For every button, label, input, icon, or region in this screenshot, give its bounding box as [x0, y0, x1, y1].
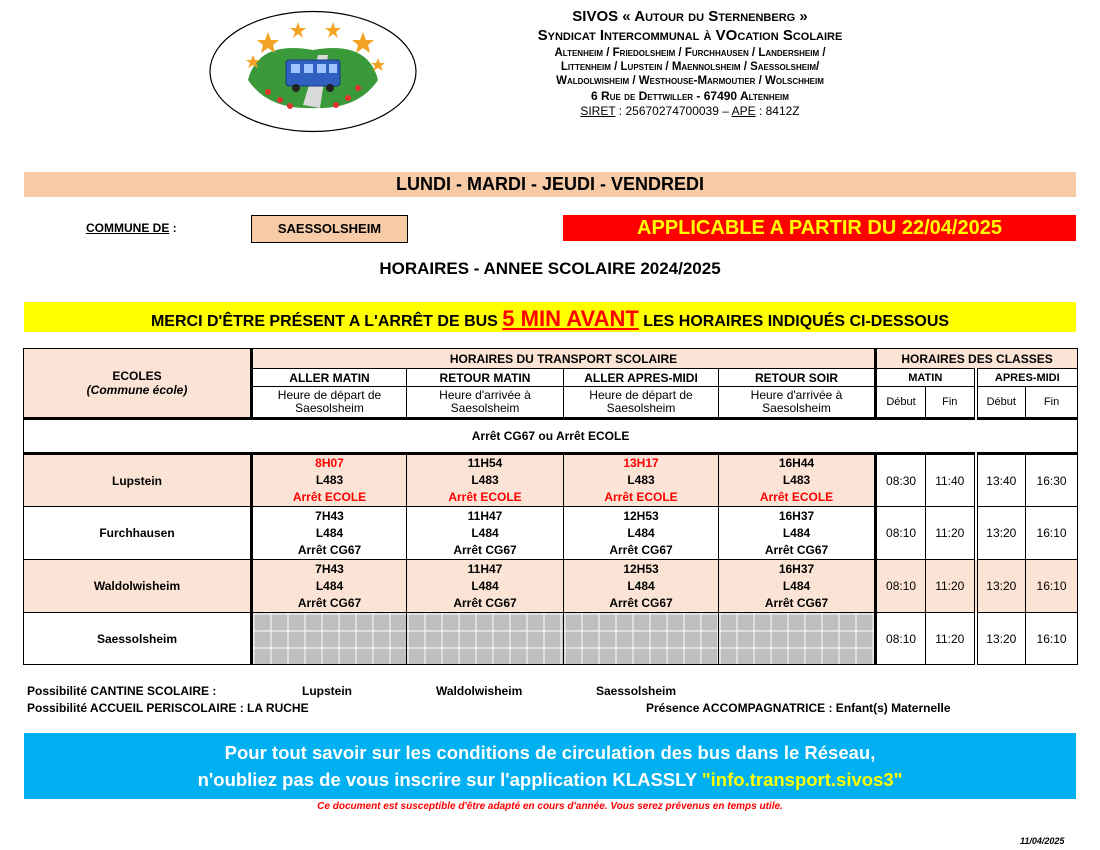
no-service-cell: [252, 613, 407, 665]
klassly-channel: "info.transport.sivos3": [701, 769, 903, 790]
col-matin-debut: Début: [876, 387, 926, 419]
class-time: 16:10: [1026, 560, 1078, 613]
class-time: 08:10: [876, 560, 926, 613]
school-name: Waldolwisheim: [24, 560, 252, 613]
trip-time: 11H54: [467, 456, 503, 470]
class-time: 11:40: [926, 454, 976, 507]
trip-line: L484: [782, 525, 811, 540]
ecoles-sublabel: (Commune école): [86, 383, 188, 397]
col-apresmidi: APRES-MIDI: [976, 369, 1078, 387]
table-row: [24, 454, 1078, 507]
ape-label: APE: [731, 103, 756, 118]
col-apresmidi-fin: Fin: [1026, 387, 1078, 419]
org-registration: [440, 104, 940, 119]
info-line-2-text: n'oubliez pas de vous inscrire sur l'application KLASSLY: [197, 769, 702, 790]
trip-cell: [564, 454, 719, 507]
transport-header: HORAIRES DU TRANSPORT SCOLAIRE: [252, 349, 876, 369]
class-time: 16:10: [1026, 507, 1078, 560]
no-service-cell: [719, 613, 876, 665]
no-service-cell: [407, 613, 564, 665]
schedule-table: [23, 348, 1078, 665]
col-apresmidi-debut: Début: [976, 387, 1026, 419]
communes-line-3: Waldolwisheim / Westhouse-Marmoutier / Wolschheim: [556, 75, 824, 88]
trip-line: L484: [627, 525, 655, 540]
trip-cell: [719, 560, 876, 613]
school-name: Saessolsheim: [24, 613, 252, 665]
trip-cell: [252, 454, 407, 507]
school-name: Furchhausen: [24, 507, 252, 560]
ecoles-header: [24, 349, 252, 419]
info-line-2: [24, 766, 1076, 793]
class-time: 11:20: [926, 507, 976, 560]
trip-stop: Arrêt ECOLE: [292, 490, 367, 504]
trip-cell: [407, 507, 564, 560]
class-time: 11:20: [926, 560, 976, 613]
trip-cell: [407, 560, 564, 613]
info-line-1: Pour tout savoir sur les conditions de circulation des bus dans le Réseau,: [224, 742, 876, 763]
trip-line: L483: [315, 473, 344, 487]
col-sub-aller-apresmidi: Heure de départ de Saesolsheim: [564, 387, 719, 419]
ape-value: : 8412Z: [755, 103, 800, 118]
accompagnatrice-text: Présence ACCOMPAGNATRICE : Enfant(s) Maternelle: [646, 701, 951, 715]
col-aller-apresmidi: ALLER APRES-MIDI: [564, 369, 719, 387]
trip-stop: Arrêt CG67: [297, 595, 362, 610]
class-time: 08:30: [876, 454, 926, 507]
table-row: [24, 507, 1078, 560]
sivos-logo: [208, 10, 418, 133]
punctuality-highlight: 5 MIN AVANT: [502, 306, 639, 331]
class-time: 08:10: [876, 613, 926, 665]
organization-header: [440, 8, 940, 119]
trip-line: L484: [471, 525, 499, 540]
trip-time: 8H07: [315, 456, 344, 470]
trip-time: 11H47: [467, 508, 503, 523]
document-date: 11/04/2025: [1020, 836, 1065, 846]
col-sub-aller-matin: Heure de départ de Saesolsheim: [252, 387, 407, 419]
arret-header: Arrêt CG67 ou Arrêt ECOLE: [24, 419, 1078, 454]
cantine-commune: Waldolwisheim: [436, 684, 523, 698]
cantine-commune: Saessolsheim: [596, 684, 677, 698]
org-full-name: Syndicat Intercommunal à VOcation Scolaire: [537, 26, 843, 44]
col-aller-matin: ALLER MATIN: [252, 369, 407, 387]
periscolaire-text: Possibilité ACCUEIL PERISCOLAIRE : LA RUCHE: [27, 701, 309, 715]
col-sub-retour-soir: Heure d'arrivée à Saesolsheim: [719, 387, 876, 419]
trip-line: L484: [315, 578, 344, 593]
trip-stop: Arrêt CG67: [297, 542, 362, 557]
commune-label-suffix: :: [169, 221, 177, 235]
trip-stop: Arrêt ECOLE: [604, 490, 678, 504]
class-time: 13:40: [976, 454, 1026, 507]
trip-cell: [719, 507, 876, 560]
cantine-commune: Lupstein: [302, 684, 352, 698]
periscolaire-note: [27, 701, 1077, 715]
no-service-cell: [564, 613, 719, 665]
communes-line-2: Littenheim / Lupstein / Maennolsheim / Saessolsheim/: [560, 60, 820, 73]
col-matin-fin: Fin: [926, 387, 976, 419]
org-name: SIVOS « Autour du Sternenberg »: [572, 8, 808, 25]
school-name: Lupstein: [24, 454, 252, 507]
communes-line-1: Altenheim / Friedolsheim / Furchhausen / Landersheim /: [554, 46, 826, 59]
trip-cell: [564, 560, 719, 613]
trip-time: 12H53: [623, 508, 659, 523]
commune-label: [86, 221, 177, 235]
trip-stop: Arrêt CG67: [453, 542, 517, 557]
trip-time: 16H44: [778, 456, 815, 470]
punctuality-text-before: MERCI D'ÊTRE PRÉSENT A L'ARRÊT DE BUS: [150, 313, 503, 330]
trip-stop: Arrêt CG67: [764, 542, 829, 557]
class-time: 13:20: [976, 560, 1026, 613]
trip-line: L484: [627, 578, 655, 593]
col-sub-retour-matin: Heure d'arrivée à Saesolsheim: [407, 387, 564, 419]
punctuality-text-after: LES HORAIRES INDIQUÉS CI-DESSOUS: [638, 313, 950, 330]
col-retour-matin: RETOUR MATIN: [407, 369, 564, 387]
trip-time: 16H37: [778, 508, 815, 523]
trip-time: 7H43: [315, 508, 344, 523]
siret-value: : 25670274700039 –: [615, 103, 732, 118]
trip-stop: Arrêt CG67: [609, 542, 673, 557]
commune-label-text: COMMUNE DE: [86, 221, 170, 235]
trip-stop: Arrêt ECOLE: [759, 490, 834, 504]
trip-line: L484: [782, 578, 811, 593]
class-time: 08:10: [876, 507, 926, 560]
org-address: 6 Rue de Dettwiller - 67490 Altenheim: [591, 88, 789, 103]
trip-time: 7H43: [315, 561, 344, 576]
col-matin: MATIN: [876, 369, 976, 387]
table-row: [24, 560, 1078, 613]
siret-label: SIRET: [580, 103, 616, 118]
trip-line: L483: [782, 473, 811, 487]
cantine-label: Possibilité CANTINE SCOLAIRE :: [27, 684, 217, 698]
trip-stop: Arrêt CG67: [764, 595, 829, 610]
cantine-note: [27, 684, 1077, 698]
trip-time: 11H47: [467, 561, 503, 576]
classes-header: HORAIRES DES CLASSES: [876, 349, 1078, 369]
ecoles-label: ECOLES: [112, 369, 162, 383]
class-time: 16:10: [1026, 613, 1078, 665]
trip-line: L483: [471, 473, 499, 487]
trip-stop: Arrêt ECOLE: [448, 490, 522, 504]
class-time: 13:20: [976, 613, 1026, 665]
trip-cell: [252, 560, 407, 613]
trip-line: L484: [315, 525, 344, 540]
disclaimer: Ce document est susceptible d'être adapté en cours d'année. Vous serez prévenus en temps utile.: [317, 801, 783, 812]
punctuality-banner: [24, 302, 1076, 332]
trip-cell: [407, 454, 564, 507]
trip-time: 13H17: [623, 456, 659, 470]
trip-line: L483: [627, 473, 655, 487]
klassly-info-banner: [24, 733, 1076, 799]
class-time: 13:20: [976, 507, 1026, 560]
class-time: 11:20: [926, 613, 976, 665]
days-banner: LUNDI - MARDI - JEUDI - VENDREDI: [24, 172, 1076, 197]
trip-cell: [564, 507, 719, 560]
table-row: [24, 613, 1078, 665]
trip-cell: [719, 454, 876, 507]
class-time: 16:30: [1026, 454, 1078, 507]
trip-cell: [252, 507, 407, 560]
trip-stop: Arrêt CG67: [609, 595, 673, 610]
trip-line: L484: [471, 578, 499, 593]
commune-value: SAESSOLSHEIM: [251, 215, 408, 243]
trip-stop: Arrêt CG67: [453, 595, 517, 610]
page-title: HORAIRES - ANNEE SCOLAIRE 2024/2025: [379, 259, 721, 278]
applicable-date-banner: APPLICABLE A PARTIR DU 22/04/2025: [563, 215, 1076, 241]
col-retour-soir: RETOUR SOIR: [719, 369, 876, 387]
trip-time: 12H53: [623, 561, 659, 576]
trip-time: 16H37: [778, 561, 815, 576]
